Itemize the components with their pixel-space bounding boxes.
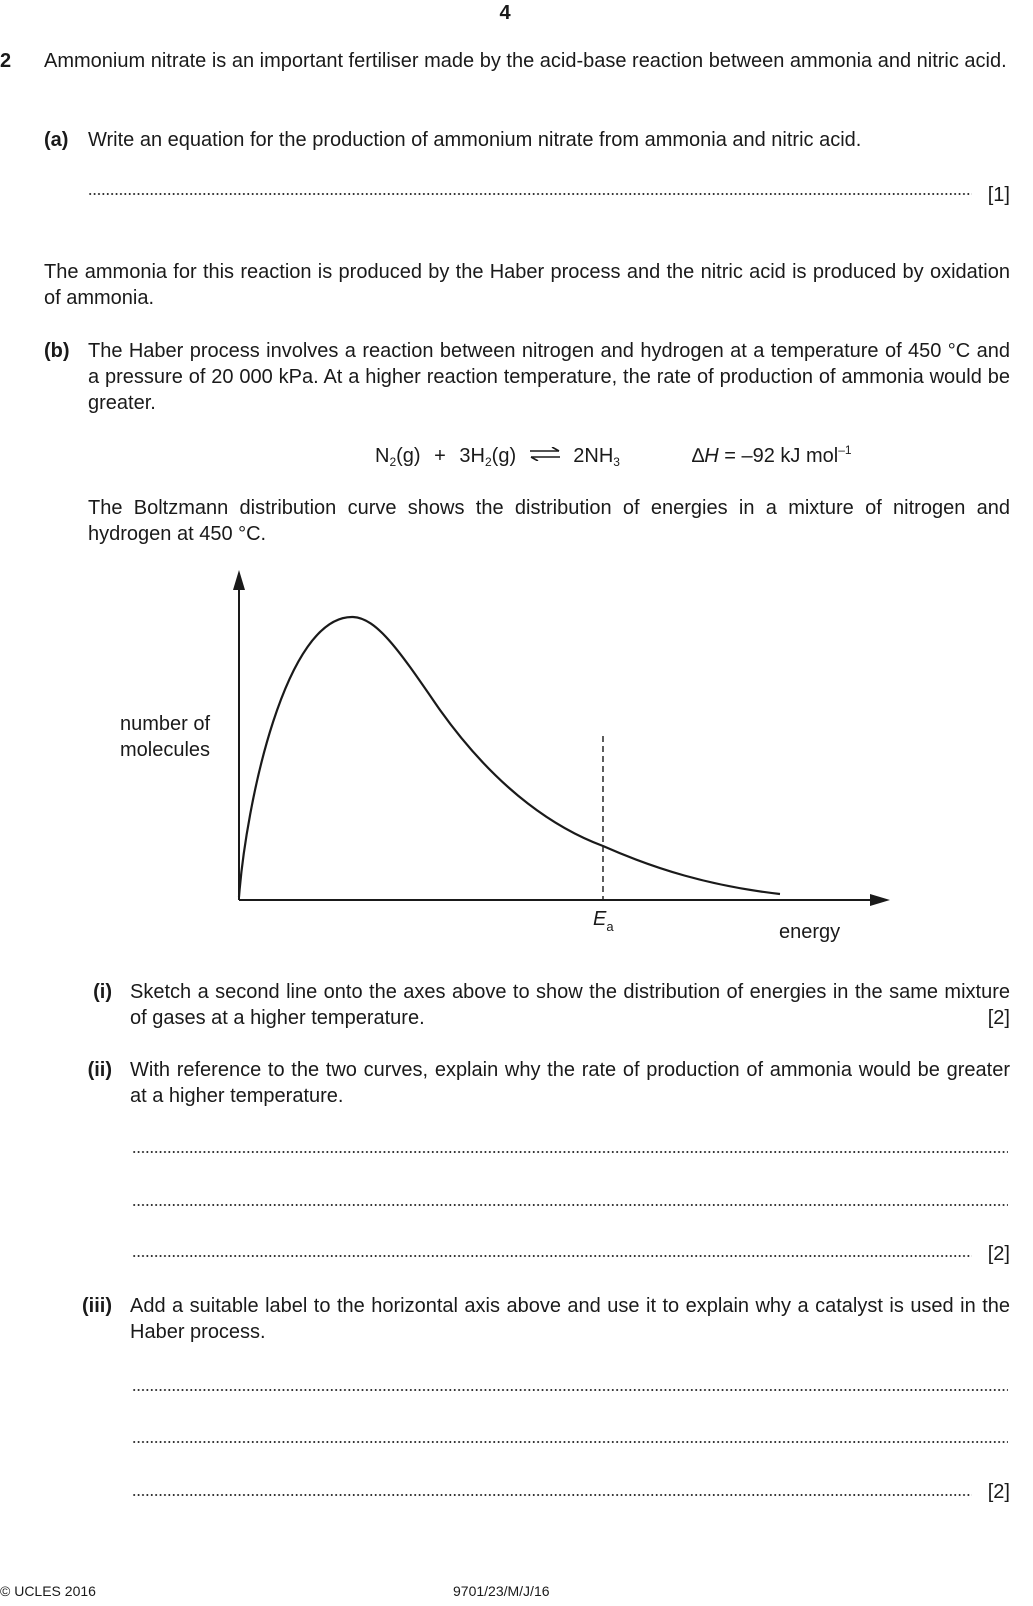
sub-ii-text: With reference to the two curves, explain why the rate of production of ammonia would be greater at a higher temperature. xyxy=(130,1059,1010,1107)
ea-label xyxy=(593,908,614,934)
part-a-marks: [1] xyxy=(987,184,1010,206)
delta-icon: ∆ xyxy=(692,445,705,467)
x-axis-label: energy xyxy=(779,921,841,943)
question-number: 2 xyxy=(0,50,12,72)
part-a-answer-line[interactable] xyxy=(88,184,972,196)
eq-n: N xyxy=(375,445,390,467)
eq-product-sub: 3 xyxy=(613,455,620,469)
sub-ii-marks: [2] xyxy=(987,1243,1010,1265)
sub-i-marks: [2] xyxy=(987,1007,1010,1029)
eq-h-sub: 2 xyxy=(484,455,492,469)
footer-copyright: © UCLES 2016 xyxy=(0,1583,96,1599)
y-axis-label-line1: number of xyxy=(120,713,211,735)
eq-h: 3H xyxy=(459,445,485,467)
part-a-text: Write an equation for the production of ammonium nitrate from ammonia and nitric acid. xyxy=(88,129,862,151)
sub-iii-answer-line-3[interactable] xyxy=(132,1485,972,1497)
page-number: 4 xyxy=(499,2,511,24)
part-b-text: The Haber process involves a reaction between nitrogen and hydrogen at a temperature of 450 °C and a pressure of 20 000 kPa. At a higher reaction temperature, the rate of production of ammonia would be greater. xyxy=(88,340,1010,414)
footer-code: 9701/23/M/J/16 xyxy=(453,1583,550,1599)
sub-ii-answer-line-3[interactable] xyxy=(132,1246,972,1258)
sub-iii-answer-line-1[interactable] xyxy=(132,1380,1008,1392)
question-intro: Ammonium nitrate is an important fertiliser made by the acid-base reaction between ammonia and nitric acid. xyxy=(44,50,1007,72)
ea-sub: a xyxy=(606,919,614,934)
delta-h-sup: –1 xyxy=(838,443,852,457)
boltzmann-intro: The Boltzmann distribution curve shows the distribution of energies in a mixture of nitrogen and hydrogen at 450 °C. xyxy=(88,497,1010,545)
equilibrium-arrows-icon xyxy=(528,447,562,461)
eq-plus: + xyxy=(434,445,446,467)
sub-i-text: Sketch a second line onto the axes above to show the distribution of energies in the same mixture of gases at a higher temperature. xyxy=(130,981,1010,1029)
sub-i-label: (i) xyxy=(93,981,112,1003)
context-text: The ammonia for this reaction is produced by the Haber process and the nitric acid is produced by oxidation of ammonia. xyxy=(44,261,1010,309)
eq-n-state: (g) xyxy=(396,445,421,467)
eq-h-state: (g) xyxy=(491,445,517,467)
delta-h xyxy=(692,443,852,469)
y-axis-label-line2: molecules xyxy=(120,739,211,761)
sub-iii-answer-line-2[interactable] xyxy=(132,1432,1008,1444)
sub-iii-marks: [2] xyxy=(987,1481,1010,1503)
sub-ii-answer-line-2[interactable] xyxy=(132,1195,1008,1207)
h-symbol: H xyxy=(704,445,719,467)
ea-symbol: E xyxy=(593,908,607,930)
y-axis-arrow xyxy=(233,570,245,590)
sub-iii-label: (iii) xyxy=(82,1295,112,1317)
x-axis-arrow xyxy=(870,894,890,906)
boltzmann-curve xyxy=(239,617,780,897)
eq-product: 2NH xyxy=(573,445,614,467)
sub-ii-answer-line-1[interactable] xyxy=(132,1142,1008,1154)
part-a-label: (a) xyxy=(44,129,69,151)
sub-ii-label: (ii) xyxy=(87,1059,112,1081)
boltzmann-graph[interactable] xyxy=(0,560,1033,960)
sub-iii-text: Add a suitable label to the horizontal axis above and use it to explain why a catalyst is used in the Haber process. xyxy=(130,1295,1010,1343)
eq-n-sub: 2 xyxy=(389,455,397,469)
part-b-label: (b) xyxy=(44,340,70,362)
delta-h-value: = –92 kJ mol xyxy=(724,445,839,467)
haber-equation xyxy=(375,443,620,469)
